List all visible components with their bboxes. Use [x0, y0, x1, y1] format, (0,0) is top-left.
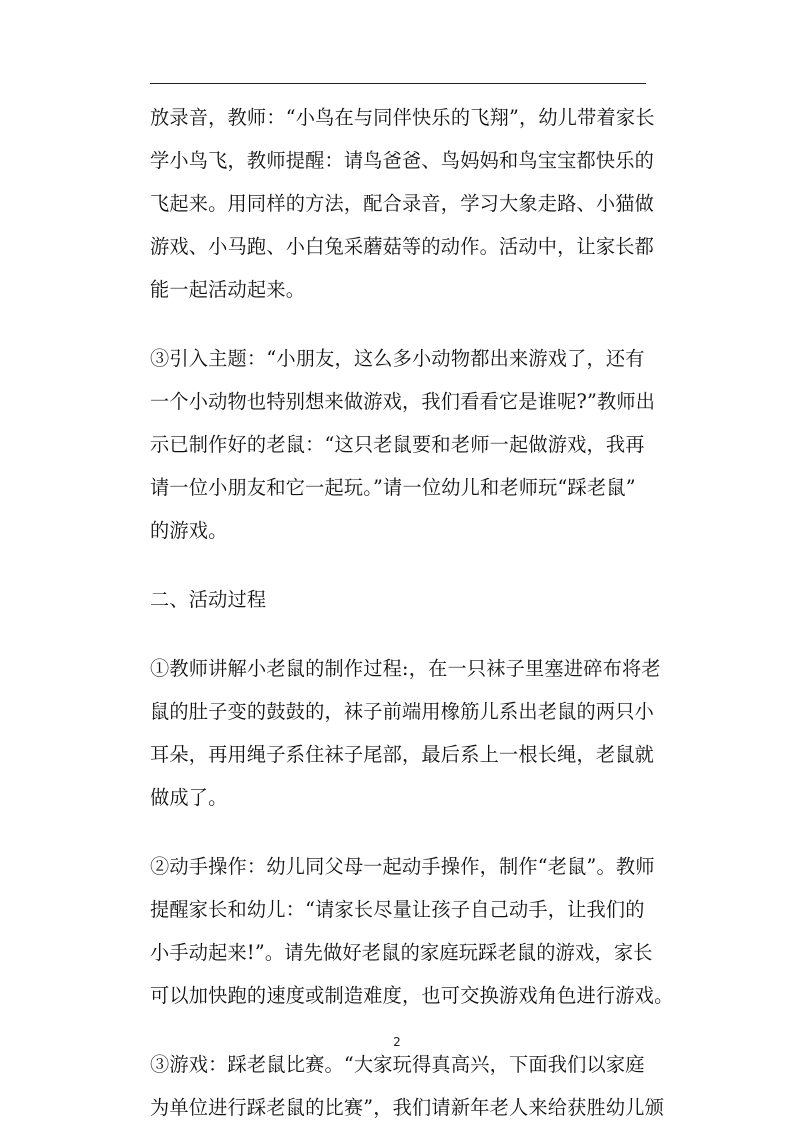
- text-line: 耳朵，再用绳子系住袜子尾部，最后系上一根长绳，老鼠就: [150, 743, 655, 766]
- body-text: [150, 96, 674, 1129]
- text-line: 做成了。: [150, 786, 228, 809]
- text-line: 的游戏。: [150, 519, 228, 542]
- page-number: 2: [393, 1035, 401, 1049]
- paragraph: [150, 337, 660, 552]
- text-line: 提醒家长和幼儿：“请家长尽量让孩子自己动手，让我们的: [150, 898, 645, 921]
- text-line: 示已制作好的老鼠：“这只老鼠要和老师一起做游戏，我再: [150, 433, 645, 456]
- text-line: 二、活动过程: [150, 588, 267, 611]
- text-line: 请一位小朋友和它一起玩。”请一位幼儿和老师玩“踩老鼠”: [150, 476, 636, 499]
- section-heading: [150, 578, 660, 621]
- text-line: 为单位进行踩老鼠的比赛”，我们请新年老人来给获胜幼儿颁: [150, 1096, 665, 1119]
- paragraph-gap: [150, 552, 660, 578]
- paragraph: [150, 845, 674, 1017]
- text-line: 游戏、小马跑、小白兔采蘑菇等的动作。活动中，让家长都: [150, 235, 655, 258]
- text-line: 学小鸟飞，教师提醒：请鸟爸爸、鸟妈妈和鸟宝宝都快乐的: [150, 149, 655, 172]
- text-line: ③游戏：踩老鼠比赛。“大家玩得真高兴，下面我们以家庭: [150, 1053, 645, 1076]
- header-rule: [150, 83, 646, 84]
- paragraph: [150, 647, 660, 819]
- text-line: 能一起活动起来。: [150, 278, 306, 301]
- text-line: ②动手操作：幼儿同父母一起动手操作，制作“老鼠”。教师: [150, 855, 655, 878]
- text-line: 可以加快跑的速度或制造难度，也可交换游戏角色进行游戏。: [150, 984, 674, 1007]
- text-line: ①教师讲解小老鼠的制作过程:，在一只袜子里塞进碎布将老: [150, 657, 661, 680]
- paragraph-gap: [150, 311, 660, 337]
- text-line: 鼠的肚子变的鼓鼓的，袜子前端用橡筋儿系出老鼠的两只小: [150, 700, 655, 723]
- text-line: 放录音，教师：“小鸟在与同伴快乐的飞翔”，幼儿带着家长: [150, 106, 655, 129]
- text-line: 一个小动物也特别想来做游戏，我们看看它是谁呢?”教师出: [150, 390, 656, 413]
- paragraph-gap: [150, 819, 660, 845]
- paragraph-gap: [150, 621, 660, 647]
- text-line: 小手动起来!”。请先做好老鼠的家庭玩踩老鼠的游戏，家长: [150, 941, 653, 964]
- text-line: ③引入主题：“小朋友，这么多小动物都出来游戏了，还有: [150, 347, 645, 370]
- text-line: 飞起来。用同样的方法，配合录音，学习大象走路、小猫做: [150, 192, 655, 215]
- paragraph: [150, 1043, 665, 1129]
- paragraph: [150, 96, 660, 311]
